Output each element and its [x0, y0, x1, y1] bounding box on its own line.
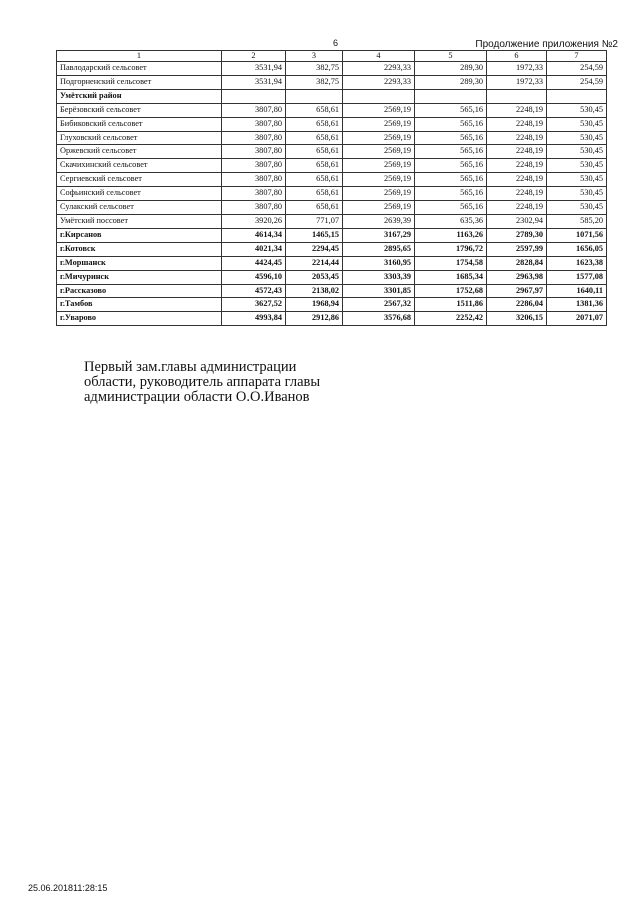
row-label: Умётский район [57, 89, 222, 103]
column-header: 3 [286, 51, 343, 62]
row-label: Оржевский сельсовет [57, 145, 222, 159]
cell-value: 3920,26 [222, 214, 286, 228]
continuation-label: Продолжение приложения №2 [475, 39, 618, 50]
cell-value: 2569,19 [343, 187, 415, 201]
table-row [57, 187, 607, 201]
cell-value: 1796,72 [415, 242, 487, 256]
table-row [57, 298, 607, 312]
cell-value: 565,16 [415, 159, 487, 173]
cell-value: 2912,86 [286, 312, 343, 326]
signature-line: области, руководитель аппарата главы [84, 374, 321, 390]
cell-value: 3167,29 [343, 228, 415, 242]
cell-value: 3627,52 [222, 298, 286, 312]
cell-value: 771,07 [286, 214, 343, 228]
row-label: Сергиевский сельсовет [57, 173, 222, 187]
cell-value: 1163,26 [415, 228, 487, 242]
column-header: 2 [222, 51, 286, 62]
cell-value: 2294,45 [286, 242, 343, 256]
table-body [57, 62, 607, 326]
row-label: Умётский поссовет [57, 214, 222, 228]
cell-value: 565,16 [415, 187, 487, 201]
cell-value: 530,45 [547, 201, 607, 215]
row-label: Сулакский сельсовет [57, 201, 222, 215]
column-header: 5 [415, 51, 487, 62]
cell-value: 658,61 [286, 159, 343, 173]
cell-value: 3206,15 [487, 312, 547, 326]
table-row [57, 117, 607, 131]
column-header: 4 [343, 51, 415, 62]
table-row [57, 214, 607, 228]
signature-line: администрации области О.О.Иванов [84, 389, 310, 405]
cell-value: 382,75 [286, 75, 343, 89]
cell-value [343, 89, 415, 103]
row-label: г.Мичуринск [57, 270, 222, 284]
row-label: Софьинский сельсовет [57, 187, 222, 201]
cell-value: 3807,80 [222, 117, 286, 131]
table-row [57, 270, 607, 284]
cell-value: 2252,42 [415, 312, 487, 326]
row-label: Берёзовский сельсовет [57, 103, 222, 117]
cell-value: 565,16 [415, 131, 487, 145]
table-row [57, 131, 607, 145]
cell-value: 289,30 [415, 62, 487, 76]
cell-value: 2293,33 [343, 62, 415, 76]
cell-value: 1465,15 [286, 228, 343, 242]
cell-value: 2569,19 [343, 159, 415, 173]
cell-value: 1381,36 [547, 298, 607, 312]
row-label: Бибиковский сельсовет [57, 117, 222, 131]
cell-value: 530,45 [547, 117, 607, 131]
cell-value [286, 89, 343, 103]
cell-value [415, 89, 487, 103]
cell-value: 1640,11 [547, 284, 607, 298]
cell-value: 1656,05 [547, 242, 607, 256]
row-label: г.Тамбов [57, 298, 222, 312]
cell-value: 2248,19 [487, 131, 547, 145]
table-row [57, 201, 607, 215]
table-row [57, 242, 607, 256]
cell-value: 2569,19 [343, 145, 415, 159]
row-label: г.Кирсанов [57, 228, 222, 242]
cell-value: 658,61 [286, 131, 343, 145]
cell-value: 2302,94 [487, 214, 547, 228]
cell-value: 3160,95 [343, 256, 415, 270]
row-label: Павлодарский сельсовет [57, 62, 222, 76]
table-row [57, 256, 607, 270]
cell-value: 2569,19 [343, 117, 415, 131]
cell-value: 1972,33 [487, 75, 547, 89]
cell-value: 3807,80 [222, 201, 286, 215]
cell-value: 1577,08 [547, 270, 607, 284]
cell-value: 2071,07 [547, 312, 607, 326]
cell-value: 2248,19 [487, 117, 547, 131]
cell-value: 3303,39 [343, 270, 415, 284]
row-label: г.Рассказово [57, 284, 222, 298]
cell-value: 2828,84 [487, 256, 547, 270]
cell-value: 530,45 [547, 103, 607, 117]
cell-value: 254,59 [547, 75, 607, 89]
cell-value: 4021,34 [222, 242, 286, 256]
cell-value: 2248,19 [487, 173, 547, 187]
cell-value: 4614,34 [222, 228, 286, 242]
cell-value: 3301,85 [343, 284, 415, 298]
cell-value: 2248,19 [487, 145, 547, 159]
cell-value: 530,45 [547, 187, 607, 201]
column-header: 1 [57, 51, 222, 62]
table-row [57, 145, 607, 159]
table-row [57, 228, 607, 242]
cell-value: 2293,33 [343, 75, 415, 89]
cell-value: 658,61 [286, 145, 343, 159]
cell-value: 1968,94 [286, 298, 343, 312]
cell-value: 3807,80 [222, 145, 286, 159]
table-row [57, 89, 607, 103]
cell-value: 1972,33 [487, 62, 547, 76]
cell-value: 530,45 [547, 145, 607, 159]
cell-value: 3807,80 [222, 173, 286, 187]
cell-value: 1754,58 [415, 256, 487, 270]
cell-value: 565,16 [415, 201, 487, 215]
cell-value: 565,16 [415, 117, 487, 131]
row-label: г.Моршанск [57, 256, 222, 270]
cell-value: 585,20 [547, 214, 607, 228]
table-row [57, 103, 607, 117]
cell-value: 658,61 [286, 103, 343, 117]
cell-value: 3807,80 [222, 159, 286, 173]
cell-value: 2639,39 [343, 214, 415, 228]
cell-value: 3807,80 [222, 131, 286, 145]
row-label: Глуховский сельсовет [57, 131, 222, 145]
cell-value: 2569,19 [343, 131, 415, 145]
row-label: г.Уварово [57, 312, 222, 326]
cell-value [547, 89, 607, 103]
cell-value: 2248,19 [487, 187, 547, 201]
cell-value: 4424,45 [222, 256, 286, 270]
cell-value: 565,16 [415, 103, 487, 117]
cell-value: 4993,84 [222, 312, 286, 326]
cell-value [222, 89, 286, 103]
cell-value: 3531,94 [222, 62, 286, 76]
row-label: Скачихинский сельсовет [57, 159, 222, 173]
cell-value: 2569,19 [343, 103, 415, 117]
cell-value: 1511,86 [415, 298, 487, 312]
table-row [57, 75, 607, 89]
header-row [57, 51, 607, 62]
cell-value: 1623,38 [547, 256, 607, 270]
cell-value: 565,16 [415, 145, 487, 159]
cell-value: 3576,68 [343, 312, 415, 326]
cell-value: 2597,99 [487, 242, 547, 256]
cell-value: 3807,80 [222, 103, 286, 117]
cell-value [487, 89, 547, 103]
cell-value: 2567,32 [343, 298, 415, 312]
cell-value: 2248,19 [487, 201, 547, 215]
column-header: 7 [547, 51, 607, 62]
cell-value: 530,45 [547, 159, 607, 173]
signature-block [84, 360, 320, 405]
cell-value: 565,16 [415, 173, 487, 187]
row-label: Подгорненский сельсовет [57, 75, 222, 89]
cell-value: 658,61 [286, 201, 343, 215]
column-header: 6 [487, 51, 547, 62]
cell-value: 2789,30 [487, 228, 547, 242]
cell-value: 4572,43 [222, 284, 286, 298]
table-row [57, 312, 607, 326]
cell-value: 2967,97 [487, 284, 547, 298]
cell-value: 289,30 [415, 75, 487, 89]
signature-line: Первый зам.главы администрации [84, 359, 297, 375]
table-row [57, 62, 607, 76]
cell-value: 658,61 [286, 173, 343, 187]
cell-value: 2895,65 [343, 242, 415, 256]
cell-value: 635,36 [415, 214, 487, 228]
data-table [56, 50, 607, 326]
cell-value: 2138,02 [286, 284, 343, 298]
cell-value: 3807,80 [222, 187, 286, 201]
cell-value: 1071,56 [547, 228, 607, 242]
cell-value: 1685,34 [415, 270, 487, 284]
table-row [57, 284, 607, 298]
cell-value: 2286,04 [487, 298, 547, 312]
cell-value: 382,75 [286, 62, 343, 76]
cell-value: 2569,19 [343, 173, 415, 187]
cell-value: 658,61 [286, 187, 343, 201]
cell-value: 2569,19 [343, 201, 415, 215]
row-label: г.Котовск [57, 242, 222, 256]
cell-value: 530,45 [547, 131, 607, 145]
print-timestamp: 25.06.201811:28:15 [28, 883, 108, 893]
cell-value: 658,61 [286, 117, 343, 131]
cell-value: 2214,44 [286, 256, 343, 270]
cell-value: 2963,98 [487, 270, 547, 284]
table-row [57, 159, 607, 173]
cell-value: 2248,19 [487, 103, 547, 117]
cell-value: 530,45 [547, 173, 607, 187]
cell-value: 4596,10 [222, 270, 286, 284]
table-row [57, 173, 607, 187]
cell-value: 2248,19 [487, 159, 547, 173]
page-number: 6 [333, 38, 339, 48]
cell-value: 2053,45 [286, 270, 343, 284]
cell-value: 1752,68 [415, 284, 487, 298]
cell-value: 3531,94 [222, 75, 286, 89]
cell-value: 254,59 [547, 62, 607, 76]
